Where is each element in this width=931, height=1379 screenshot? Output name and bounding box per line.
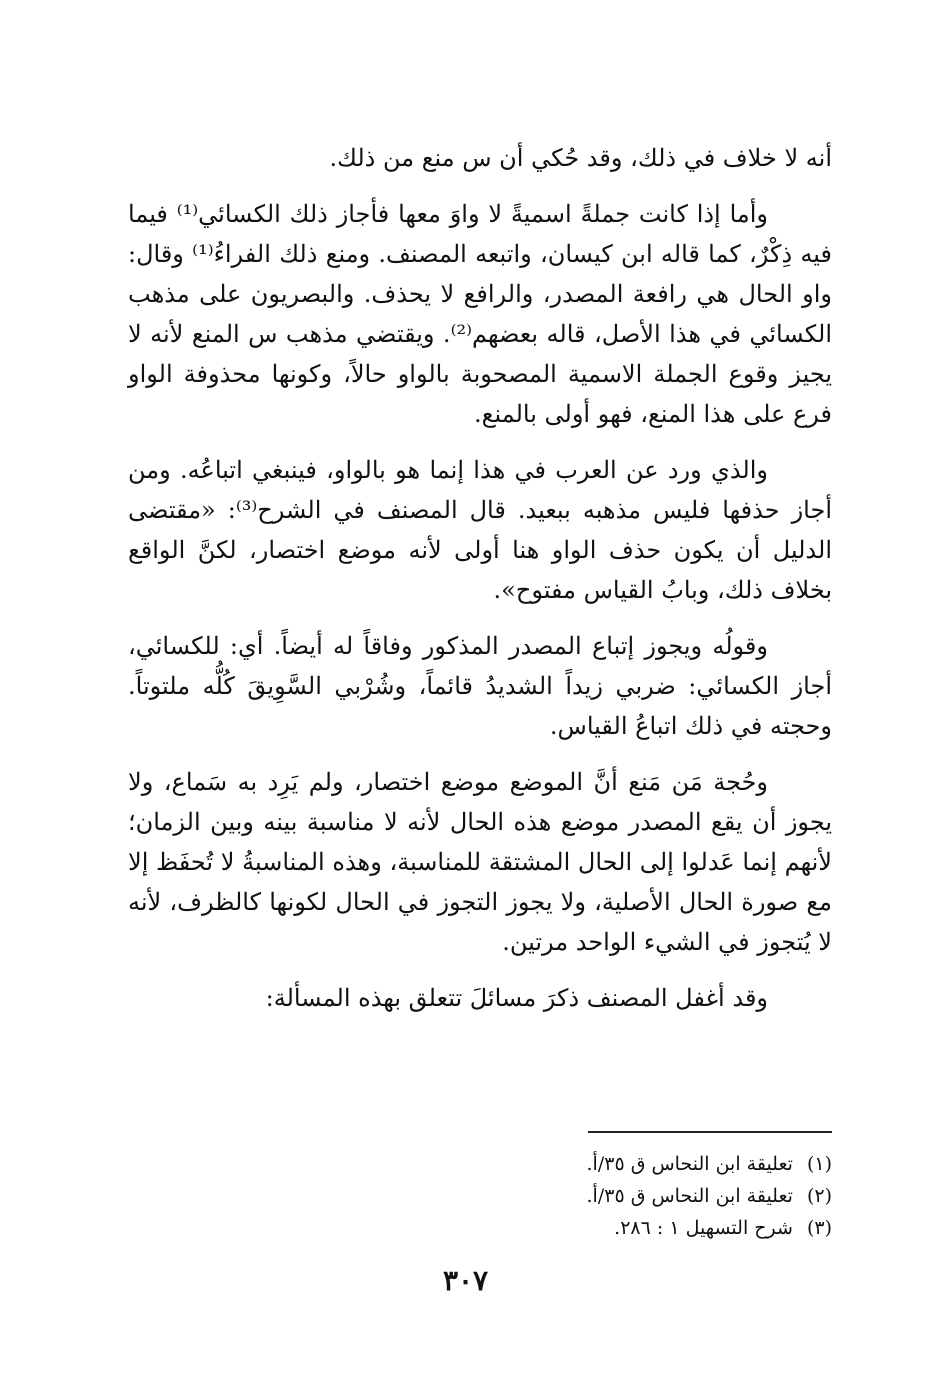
- footnote-divider: [588, 1131, 832, 1133]
- paragraph-prohibition-argument: وحُجة مَن مَنع أنَّ الموضع موضع اختصار، ولم يَرِد به سَماع، ولا يجوز أن يقع المصدر موضع هذه الحال لأنه لا مناسبة بينه وبين الزمان؛ لأنهم إنما عَدلوا إلى الحال المشتقة للمناسبة، وهذه المناسبةُ لا تُحفَظ إلا مع صورة الحال الأصلية، ولا يجوز التجوز في الحال لكونها كالظرف، لأنه لا يُتجوز في الشيء الواحد مرتين.: [128, 768, 832, 956]
- footnote-item: [400, 1180, 832, 1212]
- paragraph-omitted-issues: وقد أغفل المصنف ذكرَ مسائلَ تتعلق بهذه المسألة:: [265, 984, 768, 1012]
- paragraph-masdar-following: وقولُه ويجوز إتباع المصدر المذكور وفاقاً له أيضاً. أي: للكسائي، أجاز الكسائي: ضربي زيداً الشديدُ قائماً، وشُرْبي السَّوِيقَ كُلُّه ملتوتاً. وحجته في ذلك اتباعُ القياس.: [128, 632, 832, 740]
- footnote-item: [400, 1148, 832, 1180]
- footnote-text: تعليقة ابن النحاس ق ٣٥/أ.: [586, 1153, 793, 1175]
- page-number: ٣٠٧: [442, 1264, 489, 1297]
- footnote-text: شرح التسهيل ١ : ٢٨٦.: [614, 1217, 793, 1239]
- paragraph-arab-usage: والذي ورد عن العرب في هذا إنما هو بالواو، فينبغي اتباعُه. ومن أجاز حذفها فليس مذهبه ببعيد. قال المصنف في الشرح⁽³⁾: «مقتضى الدليل أن يكون حذف الواو هنا أولى لأنه موضع اختصار، لكنَّ الواقع بخلاف ذلك، وبابُ القياس مفتوح».: [128, 456, 833, 604]
- paragraph-nominal-clause: وأما إذا كانت جملةً اسميةً لا واوَ معها فأجاز ذلك الكسائي⁽¹⁾ فيما فيه ذِكْرٌ، كما قاله ابن كيسان، واتبعه المصنف. ومنع ذلك الفراءُ⁽¹⁾ وقال: واو الحال هي رافعة المصدر، والرافع لا يحذف. والبصريون على مذهب الكسائي في هذا الأصل، قاله بعضهم⁽²⁾. ويقتضي مذهب س المنع لأنه لا يجيز وقوع الجملة الاسمية المصحوبة بالواو حالاً، وكونها محذوفة الواو فرع على هذا المنع، فهو أولى بالمنع.: [128, 200, 833, 428]
- footnotes: [400, 1148, 832, 1244]
- paragraph-continuation: أنه لا خلاف في ذلك، وقد حُكي أن س منع من ذلك.: [329, 144, 832, 172]
- main-text-block: [128, 138, 832, 1018]
- footnote-text: تعليقة ابن النحاس ق ٣٥/أ.: [586, 1185, 793, 1207]
- footnote-number: (٣): [806, 1217, 832, 1239]
- footnote-number: (٢): [806, 1185, 832, 1207]
- footnote-item: [400, 1212, 832, 1244]
- footnote-number: (١): [806, 1153, 832, 1175]
